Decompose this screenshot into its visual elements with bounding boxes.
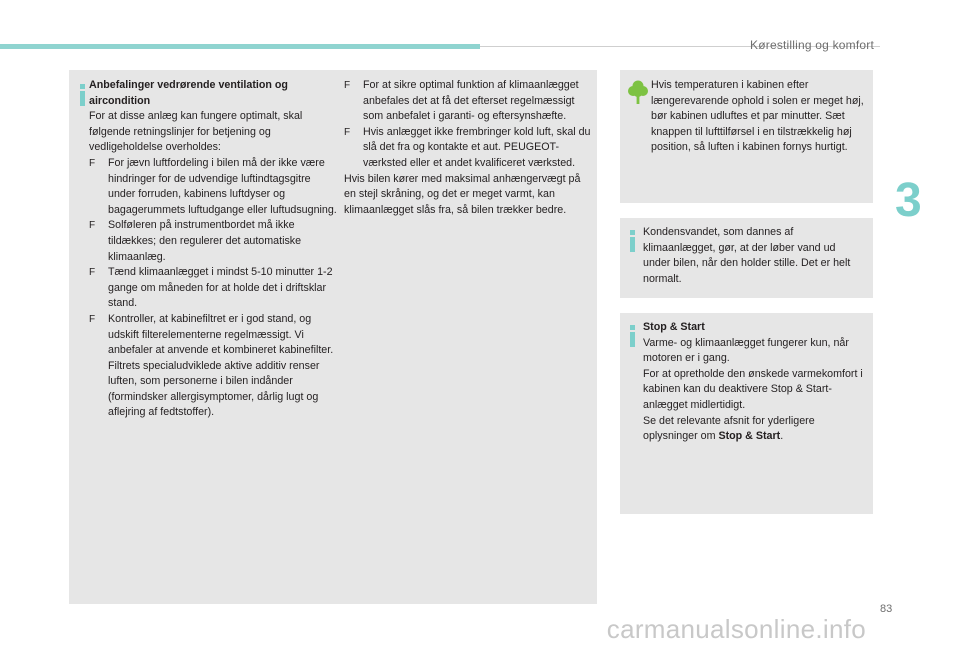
ventilation-bullet: F Hvis anlægget ikke frembringer kold luft, skal du slå det fra og kontakte et aut. PEUGEOT-værksted eller et andet kvalificeret værksted. <box>344 125 591 172</box>
eco-tip-text: Hvis temperaturen i kabinen efter længerevarende ophold i solen er meget høj, bør kabinen udluftes et par minutter. Sæt knappen til lufttilførsel i en tilstrækkelig høj position, så luften i kabinen fornys hurtigt. <box>651 79 864 154</box>
stop-start-line <box>643 414 869 445</box>
ventilation-bullet: F Kontroller, at kabinefiltret er i god stand, og udskift filterelementerne regelmæssigt. Vi anbefaler at anvende et kombineret kabinefilter. Filtrets specialudviklede aktive additiv renser luften, som personerne i bilen indånder (formindsker allergisymptomer, dårlig lugt og aflejring af fedtstoffer). <box>89 312 339 421</box>
stop-start-line: For at opretholde den ønskede varmekomfort i kabinen kan du deaktivere Stop & Start-anlægget midlertidigt. <box>643 367 863 411</box>
ventilation-trailer: Hvis bilen kører med maksimal anhængervægt på en stejl skråning, og det er meget varmt, kan klimaanlægget slås fra, så bilen trækker bedre. <box>344 172 581 216</box>
ventilation-bullet: F For jævn luftfordeling i bilen må der ikke være hindringer for de udvendige luftindtagsgitre under forruden, kabinens luftdyser og bagagerummets luftudgange eller luftudsugning. <box>89 156 339 218</box>
stop-start-ref-text: Se det relevante afsnit for yderligere oplysninger om <box>643 414 815 443</box>
header-accent-bar <box>0 44 480 49</box>
ventilation-bullet: F Tænd klimaanlægget i mindst 5-10 minutter 1-2 gange om måneden for at holde det i driftsklar stand. <box>89 265 339 312</box>
ventilation-intro: For at disse anlæg kan fungere optimalt, skal følgende retningslinjer for betjening og vedligeholdelse overholdes: <box>89 110 303 154</box>
stop-start-text <box>643 320 869 445</box>
stop-start-ref-bold: Stop & Start <box>718 430 781 443</box>
ventilation-bullet: F For at sikre optimal funktion af klimaanlægget anbefales det at få det efterset regelmæssigt som anbefalet i garanti- og eftersynshæfte. <box>344 78 591 125</box>
stop-start-heading: Stop & Start <box>643 321 705 333</box>
stop-start-line: Varme- og klimaanlægget fungerer kun, når motoren er i gang. <box>643 336 849 365</box>
section-title: Kørestilling og komfort <box>750 38 874 52</box>
chapter-number: 3 <box>895 174 922 227</box>
condensation-text: Kondensvandet, som dannes af klimaanlægget, gør, at der løber vand ud under bilen, når den holder stille. Det er helt normalt. <box>643 226 851 285</box>
stop-start-ref-end: . <box>780 430 784 443</box>
ventilation-bullet: F Solføleren på instrumentbordet må ikke tildækkes; den regulerer det automatiske klimaanlæg. <box>89 218 339 265</box>
ventilation-right-column <box>344 78 591 218</box>
page-number: 83 <box>880 603 893 615</box>
watermark: carmanualsonline.info <box>606 614 866 644</box>
ventilation-left-column <box>89 78 339 421</box>
tree-icon <box>628 80 648 104</box>
ventilation-heading: Anbefalinger vedrørende ventilation og aircondition <box>89 79 288 107</box>
